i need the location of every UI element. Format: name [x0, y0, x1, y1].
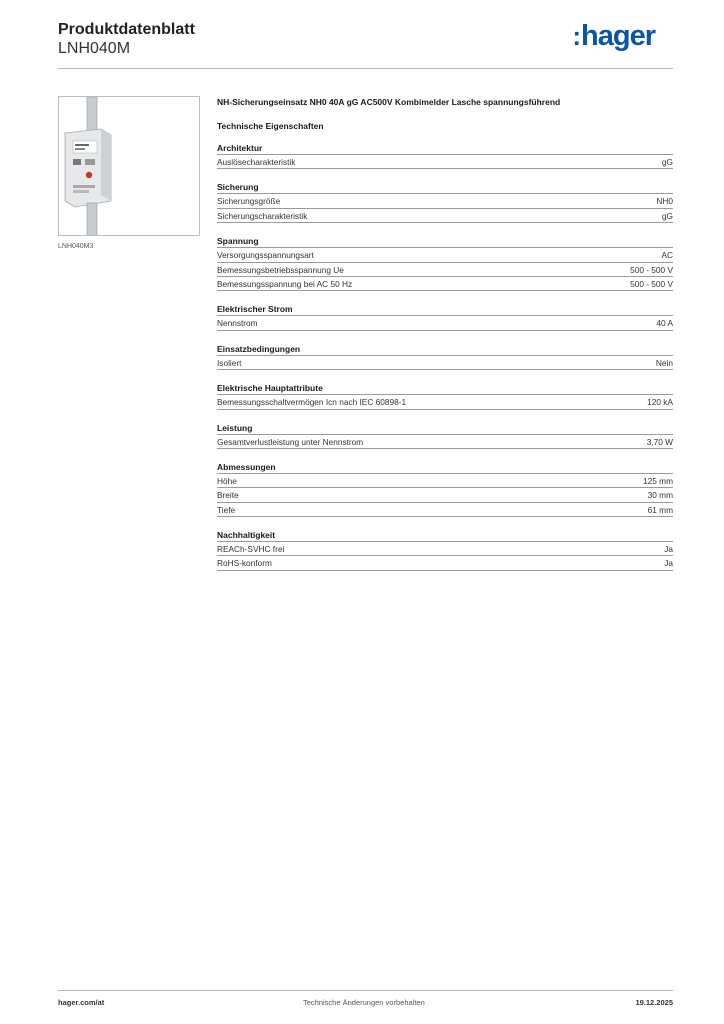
group-nachhaltigkeit [217, 527, 673, 571]
group-title: Spannung [217, 233, 673, 248]
spec-value: 125 mm [643, 475, 673, 486]
spec-row [217, 435, 673, 449]
spec-row [217, 209, 673, 223]
spec-value: Ja [664, 544, 673, 555]
group-title: Elektrische Hauptattribute [217, 380, 673, 395]
spec-value: NH0 [656, 196, 673, 207]
group-spannung [217, 233, 673, 291]
spec-value: gG [661, 210, 673, 221]
spec-label: Bemessungsspannung bei AC 50 Hz [217, 278, 353, 289]
spec-label: Breite [217, 490, 239, 501]
spec-row [217, 263, 673, 277]
spec-row [217, 316, 673, 330]
specifications-panel [217, 96, 673, 571]
spec-label: REACh-SVHC frei [217, 544, 285, 555]
group-architektur [217, 140, 673, 169]
section-title: Technische Eigenschaften [217, 121, 324, 131]
spec-label: Bemessungsbetriebsspannung Ue [217, 264, 344, 275]
hager-logo: :hager [572, 20, 655, 52]
spec-row [217, 277, 673, 291]
spec-label: Höhe [217, 475, 237, 486]
product-title: NH-Sicherungseinsatz NH0 40A gG AC500V Kombimelder Lasche spannungsführend [217, 97, 561, 107]
spec-row [217, 356, 673, 370]
group-title: Einsatzbedingungen [217, 341, 673, 356]
page-header [58, 20, 673, 68]
spec-row [217, 503, 673, 517]
spec-label: Isoliert [217, 357, 242, 368]
spec-label: Auslösecharakteristik [217, 157, 296, 167]
spec-row [217, 556, 673, 570]
spec-value: 500 - 500 V [630, 264, 673, 275]
spec-label: Gesamtverlustleistung unter Nennstrom [217, 436, 364, 447]
spec-value: 61 mm [647, 504, 673, 515]
spec-row [217, 542, 673, 556]
spec-value: 500 - 500 V [630, 278, 673, 289]
spec-label: Sicherungsgröße [217, 196, 281, 207]
group-title: Nachhaltigkeit [217, 527, 673, 542]
spec-label: Tiefe [217, 504, 236, 515]
group-title: Architektur [217, 140, 673, 155]
spec-row [217, 248, 673, 262]
spec-value: 30 mm [647, 490, 673, 501]
spec-row [217, 155, 673, 169]
group-title: Leistung [217, 420, 673, 435]
product-code: LNH040M [58, 40, 131, 57]
spec-value: 40 A [656, 318, 673, 329]
footer-divider [58, 990, 673, 991]
group-einsatzbedingungen [217, 341, 673, 370]
document-title: Produktdatenblatt [58, 21, 195, 38]
spec-row [217, 488, 673, 502]
group-elektrische-hauptattribute [217, 380, 673, 409]
spec-value: 3,70 W [646, 436, 673, 447]
product-image [58, 96, 200, 236]
spec-value: 120 kA [647, 397, 673, 408]
spec-value: gG [661, 157, 673, 167]
group-leistung [217, 420, 673, 449]
image-caption: LNH040M3 [58, 243, 94, 250]
spec-label: RoHS-konform [217, 558, 272, 569]
spec-label: Bemessungsschaltvermögen Icn nach IEC 60898-1 [217, 397, 407, 408]
header-divider [58, 68, 673, 69]
footer-date: 19.12.2025 [635, 998, 673, 1007]
spec-value: AC [661, 250, 673, 261]
spec-row [217, 395, 673, 409]
spec-row [217, 194, 673, 208]
logo-text: hager [581, 20, 655, 52]
footer-disclaimer: Technische Änderungen vorbehalten [303, 998, 425, 1007]
spec-label: Nennstrom [217, 318, 258, 329]
group-title: Elektrischer Strom [217, 301, 673, 316]
spec-value: Nein [655, 357, 673, 368]
group-elektrischer-strom [217, 301, 673, 330]
spec-value: Ja [664, 558, 673, 569]
group-sicherung [217, 179, 673, 223]
group-abmessungen [217, 459, 673, 517]
spec-label: Versorgungsspannungsart [217, 250, 314, 261]
page-footer [58, 990, 673, 1020]
group-title: Abmessungen [217, 459, 673, 474]
spec-label: Sicherungscharakteristik [217, 210, 308, 221]
group-title: Sicherung [217, 179, 673, 194]
spec-row [217, 474, 673, 488]
fuse-illustration [59, 97, 200, 236]
footer-website-link[interactable]: hager.com/at [58, 998, 105, 1007]
